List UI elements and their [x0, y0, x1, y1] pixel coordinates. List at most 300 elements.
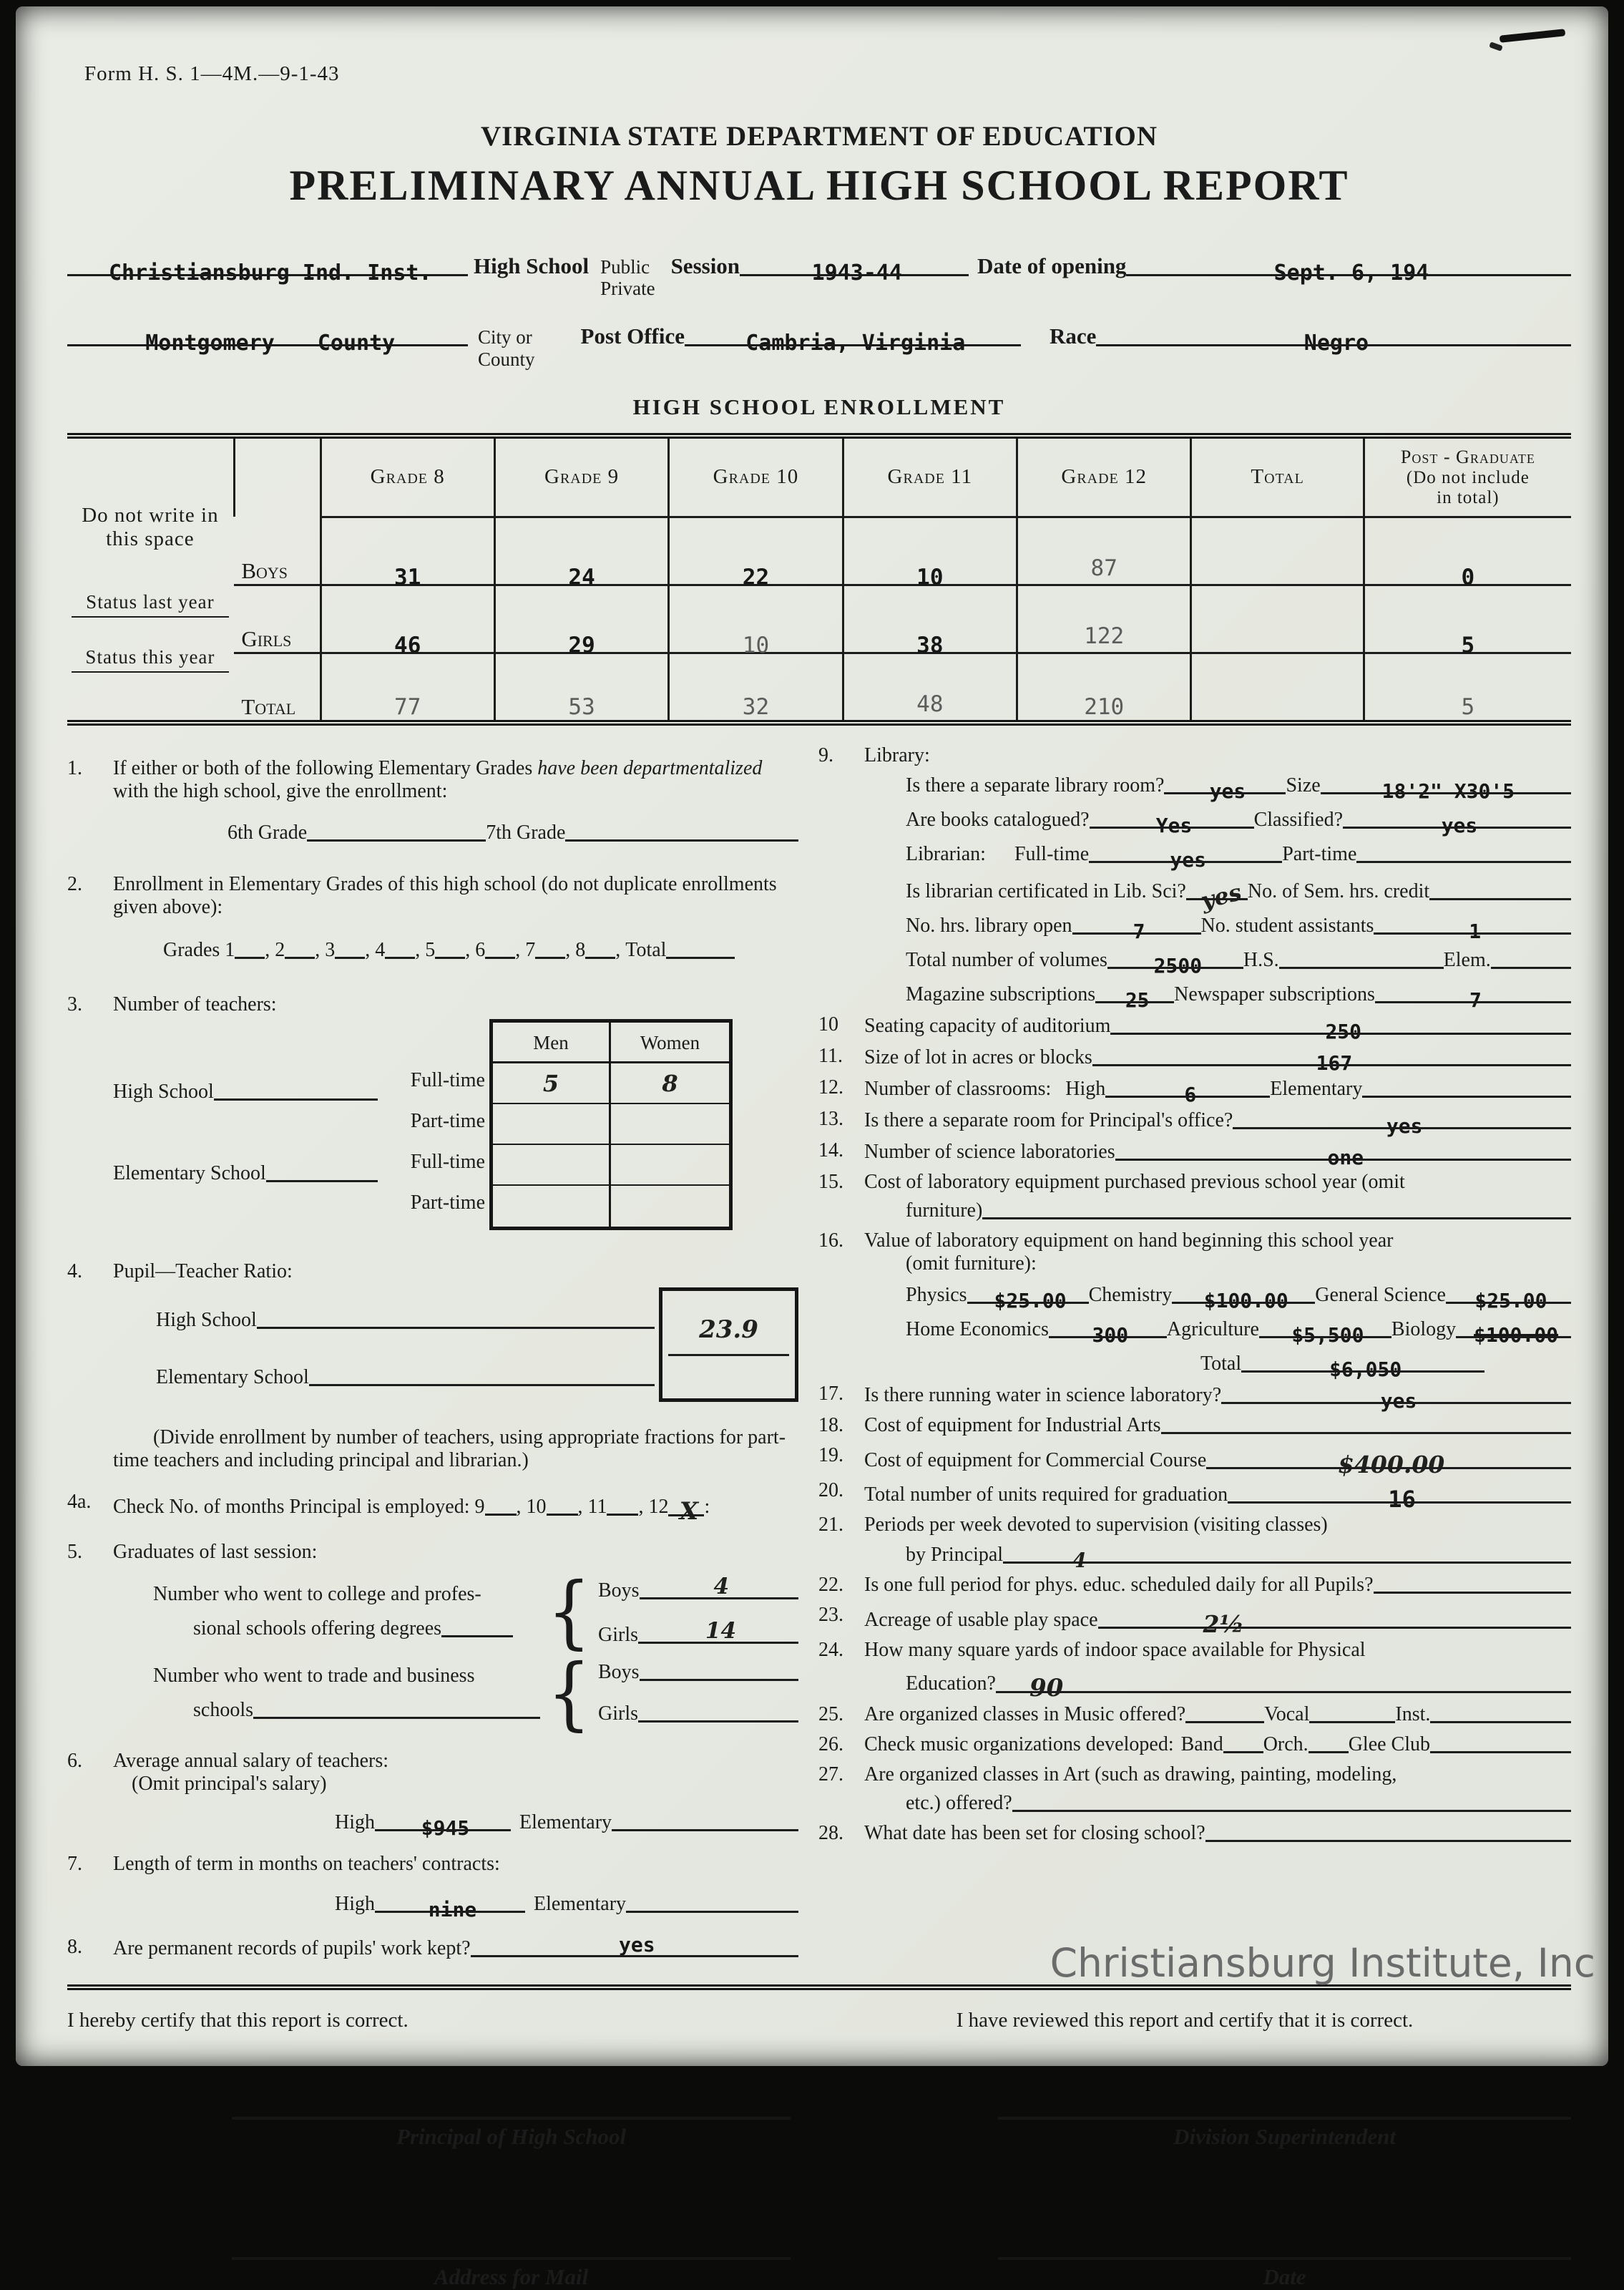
enrollment-header-row: [67, 436, 1571, 517]
college-boys-field: 4: [640, 1577, 798, 1602]
college-line1: Number who went to college and profes-: [153, 1582, 481, 1605]
superintendent-signature-caption: Division Superintendent: [1173, 2123, 1396, 2149]
item-24-line2: Education?: [906, 1672, 996, 1695]
item-5-text: Graduates of last session:: [113, 1540, 318, 1563]
item-15-line1: Cost of laboratory equipment purchased previous school year (omit: [864, 1170, 1405, 1193]
col-header-total: Total: [1191, 436, 1364, 517]
item-2: [67, 873, 798, 962]
months-9-field: [485, 1496, 517, 1519]
ratio-highschool-label: High School: [156, 1308, 257, 1331]
trade-girls-label: Girls: [598, 1702, 638, 1725]
hs-volumes-label: H.S.: [1243, 948, 1279, 971]
item-14-number: 14.: [818, 1139, 843, 1161]
cell-girls-g11: 38: [843, 585, 1017, 653]
grade-3-field: [335, 939, 365, 962]
glee-club-label: Glee Club: [1348, 1733, 1430, 1755]
total-volumes-label: Total number of volumes: [906, 948, 1107, 971]
item-20-text: Total number of units required for graduation: [864, 1483, 1228, 1506]
item-3-text: Number of teachers:: [113, 993, 277, 1015]
teachers-row-labels: [113, 1019, 378, 1230]
comma: ,: [565, 938, 571, 961]
col-header-grade12: Grade 12: [1017, 436, 1191, 517]
sem-hrs-field: [1429, 880, 1571, 903]
cell-girls-g10: 10: [669, 585, 843, 653]
salary-high-field: $945: [375, 1810, 511, 1834]
principal-office-field: yes: [1233, 1108, 1571, 1132]
inst-label: Inst.: [1395, 1702, 1431, 1725]
item-16-number: 16.: [818, 1229, 843, 1252]
item-25-number: 25.: [818, 1702, 843, 1725]
grade-4-label: 4: [375, 938, 386, 961]
inst-field: [1430, 1703, 1571, 1726]
item-22-text: Is one full period for phys. educ. scheduled daily for all Pupils?: [864, 1573, 1374, 1596]
elem-volumes-label: Elem.: [1443, 948, 1491, 971]
item-13-text: Is there a separate room for Principal's office?: [864, 1109, 1233, 1131]
item-21-line2: by Principal: [906, 1543, 1004, 1566]
lot-size-field: 167: [1092, 1045, 1571, 1069]
college-girls-label: Girls: [598, 1623, 638, 1646]
grade6-label: 6th Grade: [228, 821, 308, 844]
women-fulltime2-cell: [611, 1145, 729, 1186]
item-13: [818, 1107, 1571, 1138]
item-17-text: Is there running water in science laboratory?: [864, 1383, 1222, 1406]
cell-boys-pg: 0: [1364, 517, 1571, 585]
signature-row-2: [67, 2257, 1571, 2290]
status-last-year: Status last year: [72, 591, 229, 618]
item-19-number: 19.: [818, 1443, 843, 1466]
lab-cost-field: [982, 1199, 1571, 1222]
form-number: Form H. S. 1—4M.—9-1-43: [84, 62, 340, 85]
item-23-number: 23.: [818, 1603, 843, 1626]
item-6: [67, 1749, 798, 1840]
trade-line1: Number who went to trade and business: [153, 1664, 475, 1687]
item-28-text: What date has been set for closing school?: [864, 1821, 1205, 1844]
private-label: Private: [600, 278, 655, 300]
principal-signature-block: [232, 2117, 791, 2150]
col-header-grade11: Grade 11: [843, 436, 1017, 517]
term-high-field: nine: [375, 1891, 525, 1916]
pg-header-line1: Post - Graduate: [1400, 446, 1535, 467]
classrooms-high-field: 6: [1105, 1076, 1270, 1101]
item-12-number: 12.: [818, 1076, 843, 1098]
vocal-label: Vocal: [1264, 1702, 1310, 1725]
college-field: [441, 1617, 513, 1640]
county-value: Montgomery: [145, 331, 275, 356]
item-27-number: 27.: [818, 1763, 843, 1785]
item-1-text-em: have been departmentalized: [537, 756, 763, 779]
watermark: Christiansburg Institute, Inc: [1050, 1940, 1595, 1986]
librarian-parttime-field: [1356, 843, 1571, 866]
trade-brace: {: [547, 1647, 591, 1740]
library-hours-field: 7: [1072, 913, 1201, 937]
orch-label: Orch.: [1263, 1733, 1309, 1755]
item-15-line2: furniture): [906, 1199, 983, 1222]
grade-8-label: 8: [575, 938, 586, 961]
grade-1-label: 1: [225, 938, 235, 961]
post-office-value: Cambria, Virginia: [745, 331, 966, 356]
item-10-number: 10: [818, 1013, 838, 1036]
cell-girls-g8: 46: [321, 585, 494, 653]
librarian-label: Librarian:: [906, 842, 986, 865]
cell-boys-total: [1191, 517, 1364, 585]
item-8-number: 8.: [67, 1935, 82, 1958]
cell-girls-g9: 29: [494, 585, 668, 653]
ratio-elementary-label: Elementary School: [156, 1365, 309, 1388]
comma: ,: [638, 1495, 644, 1518]
teachers-highschool-field: [214, 1081, 378, 1103]
orch-field: [1309, 1733, 1349, 1756]
item-26: [818, 1733, 1571, 1756]
library-size-field: 18'2" X30'5: [1321, 773, 1571, 797]
do-not-write-cell: [67, 436, 234, 723]
women-parttime-cell: [611, 1104, 729, 1145]
race-label: Race: [1049, 323, 1097, 349]
parttime-label-2: Part-time: [410, 1191, 485, 1214]
session-field: [740, 254, 969, 286]
city-or-label: City or: [478, 326, 532, 349]
ratio-elementary-field: [309, 1366, 655, 1389]
supervision-field: 4: [1003, 1542, 1571, 1567]
item-25: [818, 1703, 1571, 1726]
item-21: [818, 1513, 1571, 1572]
closing-date-field: [1205, 1822, 1571, 1845]
ratio-box: [659, 1287, 798, 1402]
do-not-write-note: Do not write in this space: [82, 504, 219, 551]
newspaper-subs-label: Newspaper subscriptions: [1174, 983, 1375, 1005]
student-assistants-label: No. student assistants: [1200, 914, 1374, 937]
grade-5-field: [435, 939, 465, 962]
play-space-field: 2½: [1098, 1604, 1572, 1632]
item-5-number: 5.: [67, 1540, 82, 1563]
county-label: County: [478, 348, 535, 370]
phys-educ-field: [1374, 1574, 1572, 1597]
teachers-table-group: [113, 1019, 798, 1230]
cell-total-g12: 210: [1017, 653, 1191, 723]
fulltime-label-2: Full-time: [410, 1150, 485, 1173]
item-9-number: 9.: [818, 744, 833, 766]
opening-value: Sept. 6, 194: [1273, 260, 1429, 286]
trade-line2: schools: [193, 1698, 253, 1721]
months-12-label: 12: [648, 1495, 669, 1518]
item-20-number: 20.: [818, 1478, 843, 1501]
enrollment-row-total: [67, 653, 1571, 723]
col-header-grade8: Grade 8: [321, 436, 494, 517]
item-4a-text: Check No. of months Principal is employed:: [113, 1495, 470, 1518]
pg-header-line2: (Do not include: [1406, 467, 1530, 487]
item-15: [818, 1171, 1571, 1222]
item-12: [818, 1076, 1571, 1106]
men-parttime-cell: [493, 1104, 611, 1145]
grade-5-label: 5: [425, 938, 436, 961]
paper-sheet: [16, 6, 1608, 2289]
classified-label: Classified?: [1253, 808, 1343, 831]
item-14-text: Number of science laboratories: [864, 1140, 1115, 1163]
hs-volumes-field: [1279, 949, 1444, 972]
agriculture-field: $5,500: [1259, 1317, 1391, 1341]
item-4a-number: 4a.: [67, 1490, 92, 1513]
item-6-number: 6.: [67, 1749, 82, 1772]
college-girls-field: 14: [638, 1621, 798, 1647]
classrooms-high-label: High: [1065, 1077, 1106, 1100]
indoor-space-field: 90: [996, 1667, 1571, 1696]
term-elem-label: Elementary: [534, 1892, 627, 1915]
public-label: Public: [600, 256, 650, 278]
men-fulltime2-cell: [493, 1145, 611, 1186]
blank-header-cell: [234, 436, 321, 517]
graduation-units-field: 16: [1228, 1479, 1571, 1506]
cell-girls-total: [1191, 585, 1364, 653]
city-or-county-label: [478, 326, 535, 369]
teachers-count-table: [489, 1019, 733, 1230]
grade-6b-field: [485, 939, 515, 962]
comma: ,: [515, 938, 521, 961]
opening-label: Date of opening: [977, 253, 1127, 278]
months-11-field: [607, 1496, 638, 1519]
auditorium-field: 250: [1110, 1013, 1571, 1038]
biology-field: $100.00: [1456, 1317, 1571, 1341]
classified-field: yes: [1343, 807, 1571, 832]
session-value: 1943-44: [811, 260, 903, 286]
grade-7b-field: [535, 939, 565, 962]
library-size-label: Size: [1286, 774, 1321, 796]
ratio-box-line: [668, 1354, 789, 1356]
cell-total-g10: 32: [669, 653, 843, 723]
item-6-note: (Omit principal's salary): [132, 1772, 327, 1795]
student-assistants-field: 1: [1374, 913, 1571, 937]
department-title: VIRGINIA STATE DEPARTMENT OF EDUCATION: [480, 121, 1158, 152]
item-7-number: 7.: [67, 1852, 82, 1875]
library-title: Library:: [864, 744, 930, 766]
months-10-field: [547, 1496, 578, 1519]
commercial-course-field: $400.00: [1206, 1444, 1571, 1472]
item-6-text: Average annual salary of teachers:: [113, 1749, 389, 1772]
chemistry-label: Chemistry: [1088, 1283, 1173, 1306]
principal-signature-line: [232, 2117, 791, 2120]
principal-certification: I hereby certify that this report is correct.: [67, 2008, 409, 2032]
public-private-label: [600, 256, 655, 299]
item-17: [818, 1382, 1571, 1413]
county-field: [67, 324, 468, 356]
teachers-time-labels: [378, 1019, 489, 1230]
industrial-arts-field: [1161, 1414, 1571, 1437]
item-1: [67, 757, 798, 844]
general-science-label: General Science: [1315, 1283, 1446, 1306]
cell-boys-g10: 22: [669, 517, 843, 585]
trade-boys-field: [640, 1661, 798, 1684]
item-1-text: If either or both of the following Elementary Grades: [113, 756, 538, 779]
grade-3-label: 3: [325, 938, 336, 961]
equipment-total-label: Total: [1200, 1352, 1242, 1375]
row-label-girls: Girls: [234, 585, 321, 653]
row-label-total: Total: [241, 693, 296, 719]
item-15-number: 15.: [818, 1170, 843, 1193]
comma: ,: [577, 1495, 583, 1518]
college-line2: sional schools offering degrees: [193, 1617, 442, 1639]
school-name-value: Christiansburg Ind. Inst.: [108, 260, 432, 286]
item-24: [818, 1638, 1571, 1702]
item-3: [67, 993, 798, 1230]
col-header-postgraduate: [1364, 436, 1571, 517]
college-boys-label: Boys: [598, 1579, 640, 1602]
enrollment-row-boys: [67, 517, 1571, 585]
library-room-field: yes: [1164, 773, 1286, 797]
cell-boys-g8: 31: [321, 517, 494, 585]
item-27: [818, 1763, 1571, 1815]
item-3-number: 3.: [67, 993, 82, 1015]
item-2-number: 2.: [67, 872, 82, 895]
item-7: [67, 1852, 798, 1921]
item-28: [818, 1822, 1571, 1845]
item-5: [67, 1540, 798, 1740]
item-8: [67, 1932, 798, 1960]
library-room-label: Is there a separate library room?: [906, 774, 1165, 796]
term-high-label: High: [335, 1892, 375, 1915]
biology-label: Biology: [1391, 1317, 1457, 1340]
colon: :: [704, 1495, 710, 1518]
men-fulltime-cell: 5: [493, 1063, 611, 1104]
teachers-elementary-field: [266, 1162, 378, 1185]
address-block: [232, 2257, 791, 2290]
teachers-elementary-label: Elementary School: [113, 1161, 266, 1184]
col-header-grade10: Grade 10: [669, 436, 843, 517]
item-27-line1: Are organized classes in Art (such as drawing, painting, modeling,: [864, 1763, 1397, 1785]
school-label: High School: [474, 253, 590, 278]
address-caption: Address for Mail: [434, 2264, 589, 2289]
agriculture-label: Agriculture: [1166, 1317, 1259, 1340]
cell-girls-pg: 5: [1364, 585, 1571, 653]
cell-boys-g12: 87: [1017, 517, 1191, 585]
librarian-fulltime-label: Full-time: [1014, 842, 1090, 865]
item-28-number: 28.: [818, 1821, 843, 1844]
classrooms-elem-label: Elementary: [1270, 1077, 1363, 1100]
books-catalogued-field: Yes: [1090, 807, 1254, 832]
trade-field: [253, 1699, 540, 1722]
item-1-number: 1.: [67, 756, 82, 779]
pen-mark-small: [1489, 42, 1503, 52]
header-row-county: [67, 323, 1571, 369]
trade-girls-field: [638, 1702, 798, 1725]
county-word: County: [317, 331, 396, 356]
status-this-year: Status this year: [72, 646, 229, 673]
race-field: [1096, 324, 1571, 356]
librarian-fulltime-field: yes: [1089, 842, 1282, 866]
months-10-label: 10: [526, 1495, 547, 1518]
item-14: [818, 1139, 1571, 1169]
grade6-field: [307, 822, 486, 844]
grade-2-label: 2: [275, 938, 285, 961]
home-economics-field: 300: [1049, 1317, 1167, 1341]
cell-total-g11: 48: [843, 653, 1017, 723]
cell-total-pg: 5: [1364, 653, 1571, 723]
general-science-field: $25.00: [1446, 1282, 1571, 1307]
music-offered-field: [1185, 1703, 1264, 1726]
library-hours-label: No. hrs. library open: [906, 914, 1072, 937]
term-elem-field: [626, 1893, 798, 1916]
librarian-certificated-label: Is librarian certificated in Lib. Sci?: [906, 880, 1186, 902]
running-water-field: yes: [1221, 1383, 1571, 1407]
months-11-label: 11: [587, 1495, 607, 1518]
grade7-label: 7th Grade: [486, 821, 566, 844]
post-office-label: Post Office: [580, 323, 685, 349]
ratio-value: 23.9: [699, 1315, 758, 1344]
men-header: Men: [493, 1023, 611, 1063]
college-brace: {: [547, 1565, 591, 1658]
item-10: [818, 1013, 1571, 1043]
books-catalogued-label: Are books catalogued?: [906, 808, 1090, 831]
item-12-text: Number of classrooms:: [864, 1077, 1052, 1100]
cell-total-g8: 77: [321, 653, 494, 723]
row-label-boys: Boys: [234, 517, 321, 585]
item-9: [818, 744, 1571, 1012]
item-17-number: 17.: [818, 1382, 843, 1405]
item-18-text: Cost of equipment for Industrial Arts: [864, 1413, 1161, 1436]
grade-7-label: 7: [525, 938, 536, 961]
grade-4-field: [385, 939, 415, 962]
cell-boys-g11: 10: [843, 517, 1017, 585]
grade-2-field: [285, 939, 315, 962]
item-23-text: Acreage of usable play space: [864, 1608, 1098, 1631]
cell-total-g9: 53: [494, 653, 668, 723]
magazine-subs-field: 25: [1095, 982, 1174, 1006]
item-22-number: 22.: [818, 1573, 843, 1596]
item-20: [818, 1478, 1571, 1513]
item-22: [818, 1574, 1571, 1597]
elem-volumes-field: [1491, 949, 1571, 972]
school-name-field: [67, 254, 468, 286]
item-25-text: Are organized classes in Music offered?: [864, 1702, 1186, 1725]
equipment-total-field: $6,050: [1241, 1351, 1484, 1375]
grades-label: Grades: [163, 938, 220, 961]
teachers-highschool-label: High School: [113, 1080, 214, 1103]
grades-total-label: Total: [625, 938, 667, 961]
grade7-field: [565, 822, 798, 844]
report-title: PRELIMINARY ANNUAL HIGH SCHOOL REPORT: [289, 162, 1349, 209]
item-8-text: Are permanent records of pupils' work kept?: [113, 1936, 471, 1959]
comma: ,: [365, 938, 371, 961]
salary-elem-field: [612, 1811, 798, 1834]
ratio-highschool-field: [257, 1309, 655, 1332]
comma: ,: [415, 938, 421, 961]
enrollment-row-girls: [67, 585, 1571, 653]
records-kept-field: yes: [471, 1936, 798, 1960]
certification-row: [67, 2009, 1571, 2032]
item-18-number: 18.: [818, 1413, 843, 1436]
item-4a: [67, 1490, 798, 1526]
item-4-note: (Divide enrollment by number of teachers, using appropriate fractions for part-time teachers and including principal and librarian.): [113, 1426, 786, 1471]
science-labs-field: one: [1115, 1139, 1571, 1164]
item-26-number: 26.: [818, 1733, 843, 1755]
date-line: [998, 2257, 1571, 2260]
enrollment-table: [67, 433, 1571, 726]
item-24-line1: How many square yards of indoor space available for Physical: [864, 1638, 1366, 1661]
item-21-line1: Periods per week devoted to supervision (visiting classes): [864, 1513, 1328, 1536]
comma: ,: [615, 938, 621, 961]
physics-label: Physics: [906, 1283, 967, 1306]
item-10-text: Seating capacity of auditorium: [864, 1014, 1111, 1037]
grade-1-field: [235, 939, 265, 962]
item-4-text: Pupil—Teacher Ratio:: [113, 1260, 293, 1282]
comma: ,: [265, 938, 270, 961]
item-11-text: Size of lot in acres or blocks: [864, 1046, 1092, 1068]
months-9-label: 9: [474, 1495, 485, 1518]
race-value: Negro: [1303, 331, 1369, 356]
comma: ,: [315, 938, 321, 961]
item-16-line1: Value of laboratory equipment on hand beginning this school year: [864, 1229, 1394, 1252]
item-11: [818, 1044, 1571, 1075]
item-19-text: Cost of equipment for Commercial Course: [864, 1448, 1207, 1471]
newspaper-subs-field: 7: [1375, 982, 1571, 1006]
vocal-field: [1309, 1703, 1395, 1726]
